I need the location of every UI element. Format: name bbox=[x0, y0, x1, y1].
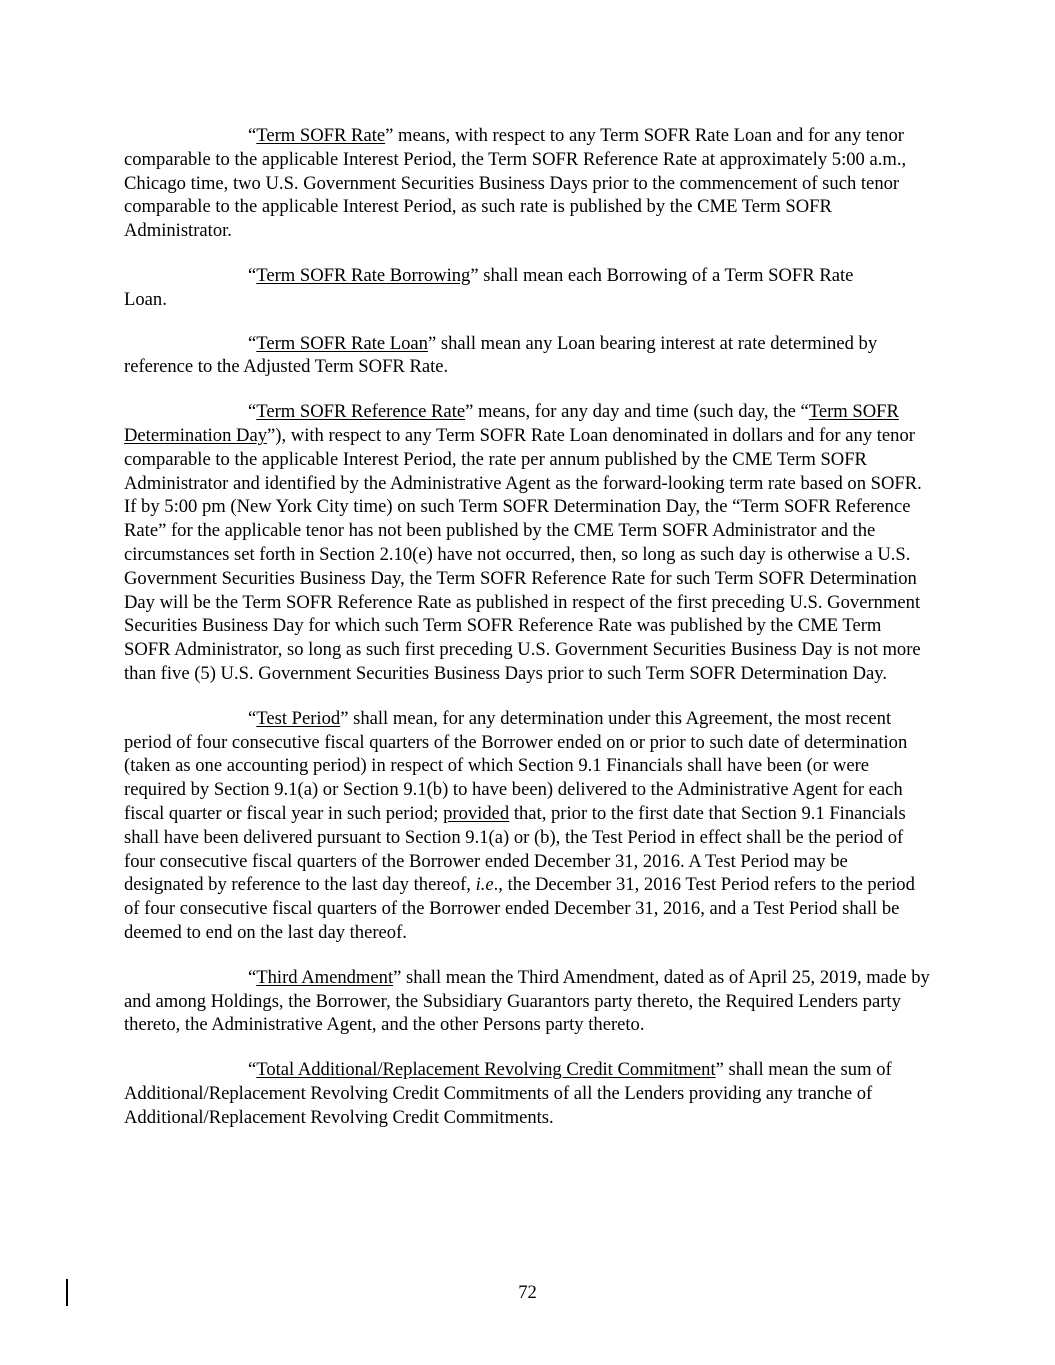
defined-term: Term SOFR Rate bbox=[256, 125, 386, 146]
definition-term-sofr-reference-rate bbox=[124, 400, 930, 686]
ie-abbreviation: i.e bbox=[475, 874, 494, 896]
definition-text: ” shall mean any Loan bearing interest at rate determined by reference to the Adjusted Term SOFR Rate. bbox=[124, 332, 878, 378]
definition-text-end: ., the December 31, 2016 Test Period refers to the period of four consecutive fiscal quarters of the Borrower ended December 31, 2016, and a Test Period shall be deemed to end on the last day thereof. bbox=[124, 874, 915, 943]
definition-third-amendment bbox=[124, 966, 930, 1037]
defined-term: Term SOFR Rate Borrowing bbox=[256, 264, 471, 286]
definition-term-sofr-rate-loan bbox=[124, 332, 930, 380]
open-quote: “ bbox=[248, 966, 257, 988]
definition-text-continued: that, prior to the first date that Section 9.1 Financials shall have been delivered pursuant to Section 9.1(a) or (b), the Test Period in effect shall be the period of four consecutive fiscal quarters of the Borrower ended December 31, 2016. A Test Period may be designated by reference to the last day thereof, bbox=[124, 802, 906, 896]
definition-text-continued: Loan. bbox=[124, 288, 167, 310]
document-body bbox=[124, 124, 930, 1150]
definition-test-period bbox=[124, 707, 930, 945]
definition-text: ” shall mean each Borrowing of a Term SOFR Rate bbox=[470, 264, 854, 286]
open-quote: “ bbox=[248, 125, 257, 146]
defined-term: Third Amendment bbox=[256, 966, 394, 988]
open-quote: “ bbox=[248, 332, 257, 354]
definition-term-sofr-rate bbox=[124, 124, 930, 243]
definition-text: ” shall mean, for any determination under this Agreement, the most recent period of four consecutive fiscal quarters of the Borrower ended on or prior to such date of determination (taken as one accounting period) in respect of which Section 9.1 Financials shall have been (or were required by Section 9.1(a) or Section 9.1(b) to have been) delivered to the Administrative Agent for each fiscal quarter or fiscal year in such period; bbox=[124, 707, 908, 824]
open-quote: “ bbox=[248, 1059, 257, 1081]
open-quote: “ bbox=[248, 264, 257, 286]
provided-keyword: provided bbox=[443, 802, 510, 824]
defined-term: Term SOFR Rate Loan bbox=[256, 332, 428, 354]
definition-term-sofr-rate-borrowing bbox=[124, 264, 930, 312]
definition-text-continued: ”), with respect to any Term SOFR Rate Loan denominated in dollars and for any tenor comparable to the applicable Interest Period, the rate per annum published by the CME Term SOFR Administrator and identified by the Administrative Agent as the forward-looking term rate based on SOFR. If by 5:00 pm (New York City time) on such Term SOFR Determination Day, the “Term SOFR Reference Rate” for the applicable tenor has not been published by the CME Term SOFR Administrator and the circumstances set forth in Section 2.10(e) have not occurred, then, so long as such day is otherwise a U.S. Government Securities Business Day, the Term SOFR Reference Rate for such Term SOFR Determination Day will be the Term SOFR Reference Rate as published in respect of the first preceding U.S. Government Securities Business Day for which such Term SOFR Reference Rate was published by the CME Term SOFR Administrator, so long as such first preceding U.S. Government Securities Business Day is not more than five (5) U.S. Government Securities Business Days prior to such Term SOFR Determination Day. bbox=[124, 424, 922, 684]
defined-term: Total Additional/Replacement Revolving Credit Commitment bbox=[256, 1059, 716, 1081]
defined-term: Test Period bbox=[256, 707, 341, 729]
inner-defined-term: Term SOFR Determination Day bbox=[124, 401, 899, 446]
open-quote: “ bbox=[248, 401, 257, 423]
page-number: 72 bbox=[518, 1282, 537, 1303]
definition-text: ” shall mean the sum of Additional/Replacement Revolving Credit Commitments of all the Lenders providing any tranche of Additional/Replacement Revolving Credit Commitments. bbox=[124, 1059, 892, 1128]
open-quote: “ bbox=[248, 707, 257, 729]
definition-text: ” means, for any day and time (such day, the “ bbox=[465, 401, 809, 423]
definition-text: ” means, with respect to any Term SOFR Rate Loan and for any tenor comparable to the applicable Interest Period, the Term SOFR Reference Rate at approximately 5:00 a.m., Chicago time, two U.S. Government Securities Business Days prior to the commencement of such tenor comparable to the applicable Interest Period, as such rate is published by the CME Term SOFR Administrator. bbox=[124, 125, 907, 242]
defined-term: Term SOFR Reference Rate bbox=[256, 401, 466, 423]
definition-text: ” shall mean the Third Amendment, dated as of April 25, 2019, made by and among Holdings, the Borrower, the Subsidiary Guarantors party thereto, the Required Lenders party thereto, the Administrative Agent, and the other Persons party thereto. bbox=[124, 966, 930, 1036]
definition-total-additional-replacement-revolving-credit-commitment bbox=[124, 1058, 930, 1129]
